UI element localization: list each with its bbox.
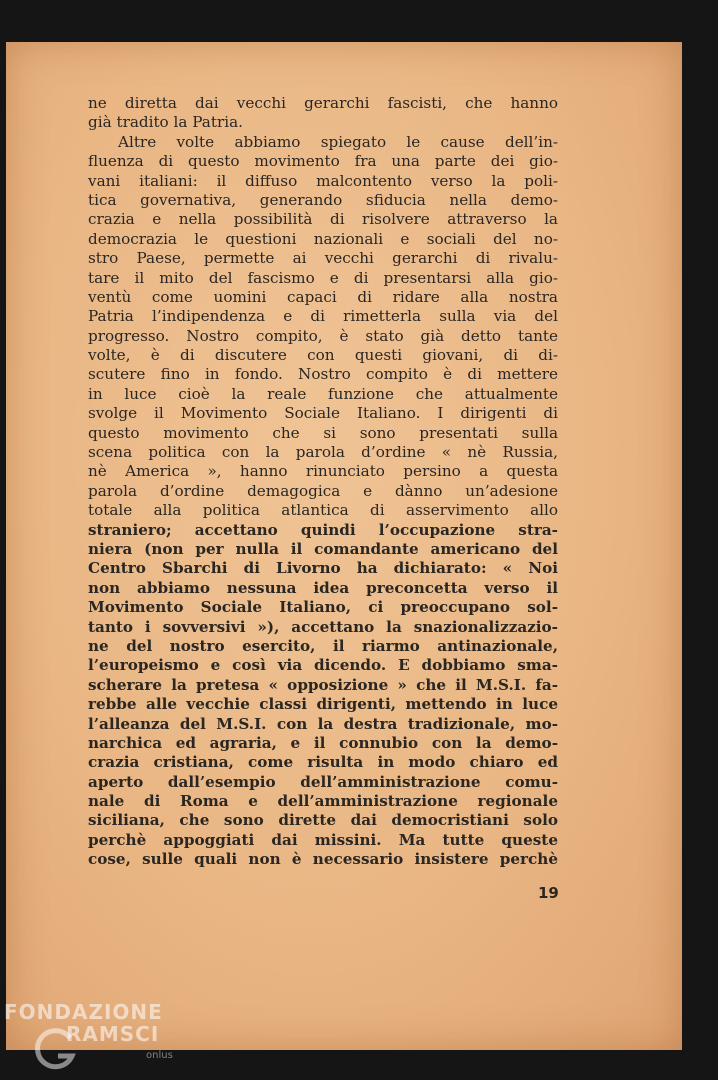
text-line: Patria l’indipendenza e di rimetterla sulla via del: [88, 307, 558, 326]
text-line: tare il mito del fascismo e di presentarsi alla gio-: [88, 268, 558, 287]
text-line: ne del nostro esercito, il riarmo antinazionale,: [88, 636, 558, 655]
watermark-line-2: RAMSCI: [66, 1022, 160, 1046]
text-line: vani italiani: il diffuso malcontento verso la poli-: [88, 171, 558, 190]
text-line: nè America », hanno rinunciato persino a questa: [88, 462, 558, 481]
text-line: progresso. Nostro compito, è stato già detto tante: [88, 326, 558, 345]
text-line: stro Paese, permette ai vecchi gerarchi di rivalu-: [88, 249, 558, 268]
text-line: in luce cioè la reale funzione che attualmente: [88, 384, 558, 403]
text-line: nale di Roma e dell’amministrazione regionale: [88, 792, 558, 811]
text-line: svolge il Movimento Sociale Italiano. I dirigenti di: [88, 404, 558, 423]
body-text: [88, 94, 558, 870]
text-line: Altre volte abbiamo spiegato le cause dell’in-: [118, 132, 558, 151]
text-line: perchè appoggiati dai missini. Ma tutte queste: [88, 830, 558, 849]
text-line: scherare la pretesa « opposizione » che il M.S.I. fa-: [88, 675, 558, 694]
text-line: Movimento Sociale Italiano, ci preoccupano sol-: [88, 598, 558, 617]
text-line: l’alleanza del M.S.I. con la destra tradizionale, mo-: [88, 714, 558, 733]
text-line: crazia e nella possibilità di risolvere attraverso la: [88, 210, 558, 229]
text-line: l’europeismo e così via dicendo. E dobbiamo sma-: [88, 656, 558, 675]
text-line: Centro Sbarchi di Livorno ha dichiarato: « Noi: [88, 559, 558, 578]
text-line: totale alla politica atlantica di asservimento allo: [88, 501, 558, 520]
text-line: straniero; accettano quindi l’occupazione stra-: [88, 520, 558, 539]
page-number: 19: [538, 884, 559, 902]
text-line: narchica ed agraria, e il connubio con la demo-: [88, 733, 558, 752]
text-line: ventù come uomini capaci di ridare alla nostra: [88, 287, 558, 306]
text-line: volte, è di discutere con questi giovani, di di-: [88, 346, 558, 365]
watermark-logo: [4, 1000, 204, 1080]
text-line: parola d’ordine demagogica e dànno un’adesione: [88, 481, 558, 500]
text-line: scena politica con la parola d’ordine « nè Russia,: [88, 443, 558, 462]
text-line: niera (non per nulla il comandante americano del: [88, 539, 558, 558]
text-line: ne diretta dai vecchi gerarchi fascisti, che hanno: [88, 94, 558, 112]
text-line: siciliana, che sono dirette dai democristiani solo: [88, 811, 558, 830]
text-line: crazia cristiana, come risulta in modo chiaro ed: [88, 753, 558, 772]
text-line: scutere fino in fondo. Nostro compito è di mettere: [88, 365, 558, 384]
text-line: rebbe alle vecchie classi dirigenti, mettendo in luce: [88, 695, 558, 714]
text-line: tica governativa, generando sfiducia nella demo-: [88, 190, 558, 209]
watermark-suffix: onlus: [146, 1050, 173, 1061]
watermark-line-1: FONDAZIONE: [4, 1000, 163, 1024]
text-line: democrazia le questioni nazionali e sociali del no-: [88, 229, 558, 248]
text-line: cose, sulle quali non è necessario insistere perchè: [88, 850, 558, 869]
text-line: già tradito la Patria.: [88, 113, 243, 132]
text-line: fluenza di questo movimento fra una parte dei gio-: [88, 152, 558, 171]
text-line: tanto i sovversivi »), accettano la snazionalizzazio-: [88, 617, 558, 636]
text-line: questo movimento che si sono presentati sulla: [88, 423, 558, 442]
text-line: aperto dall’esempio dell’amministrazione comu-: [88, 772, 558, 791]
text-line: non abbiamo nessuna idea preconcetta verso il: [88, 578, 558, 597]
document-page: [6, 42, 682, 1050]
